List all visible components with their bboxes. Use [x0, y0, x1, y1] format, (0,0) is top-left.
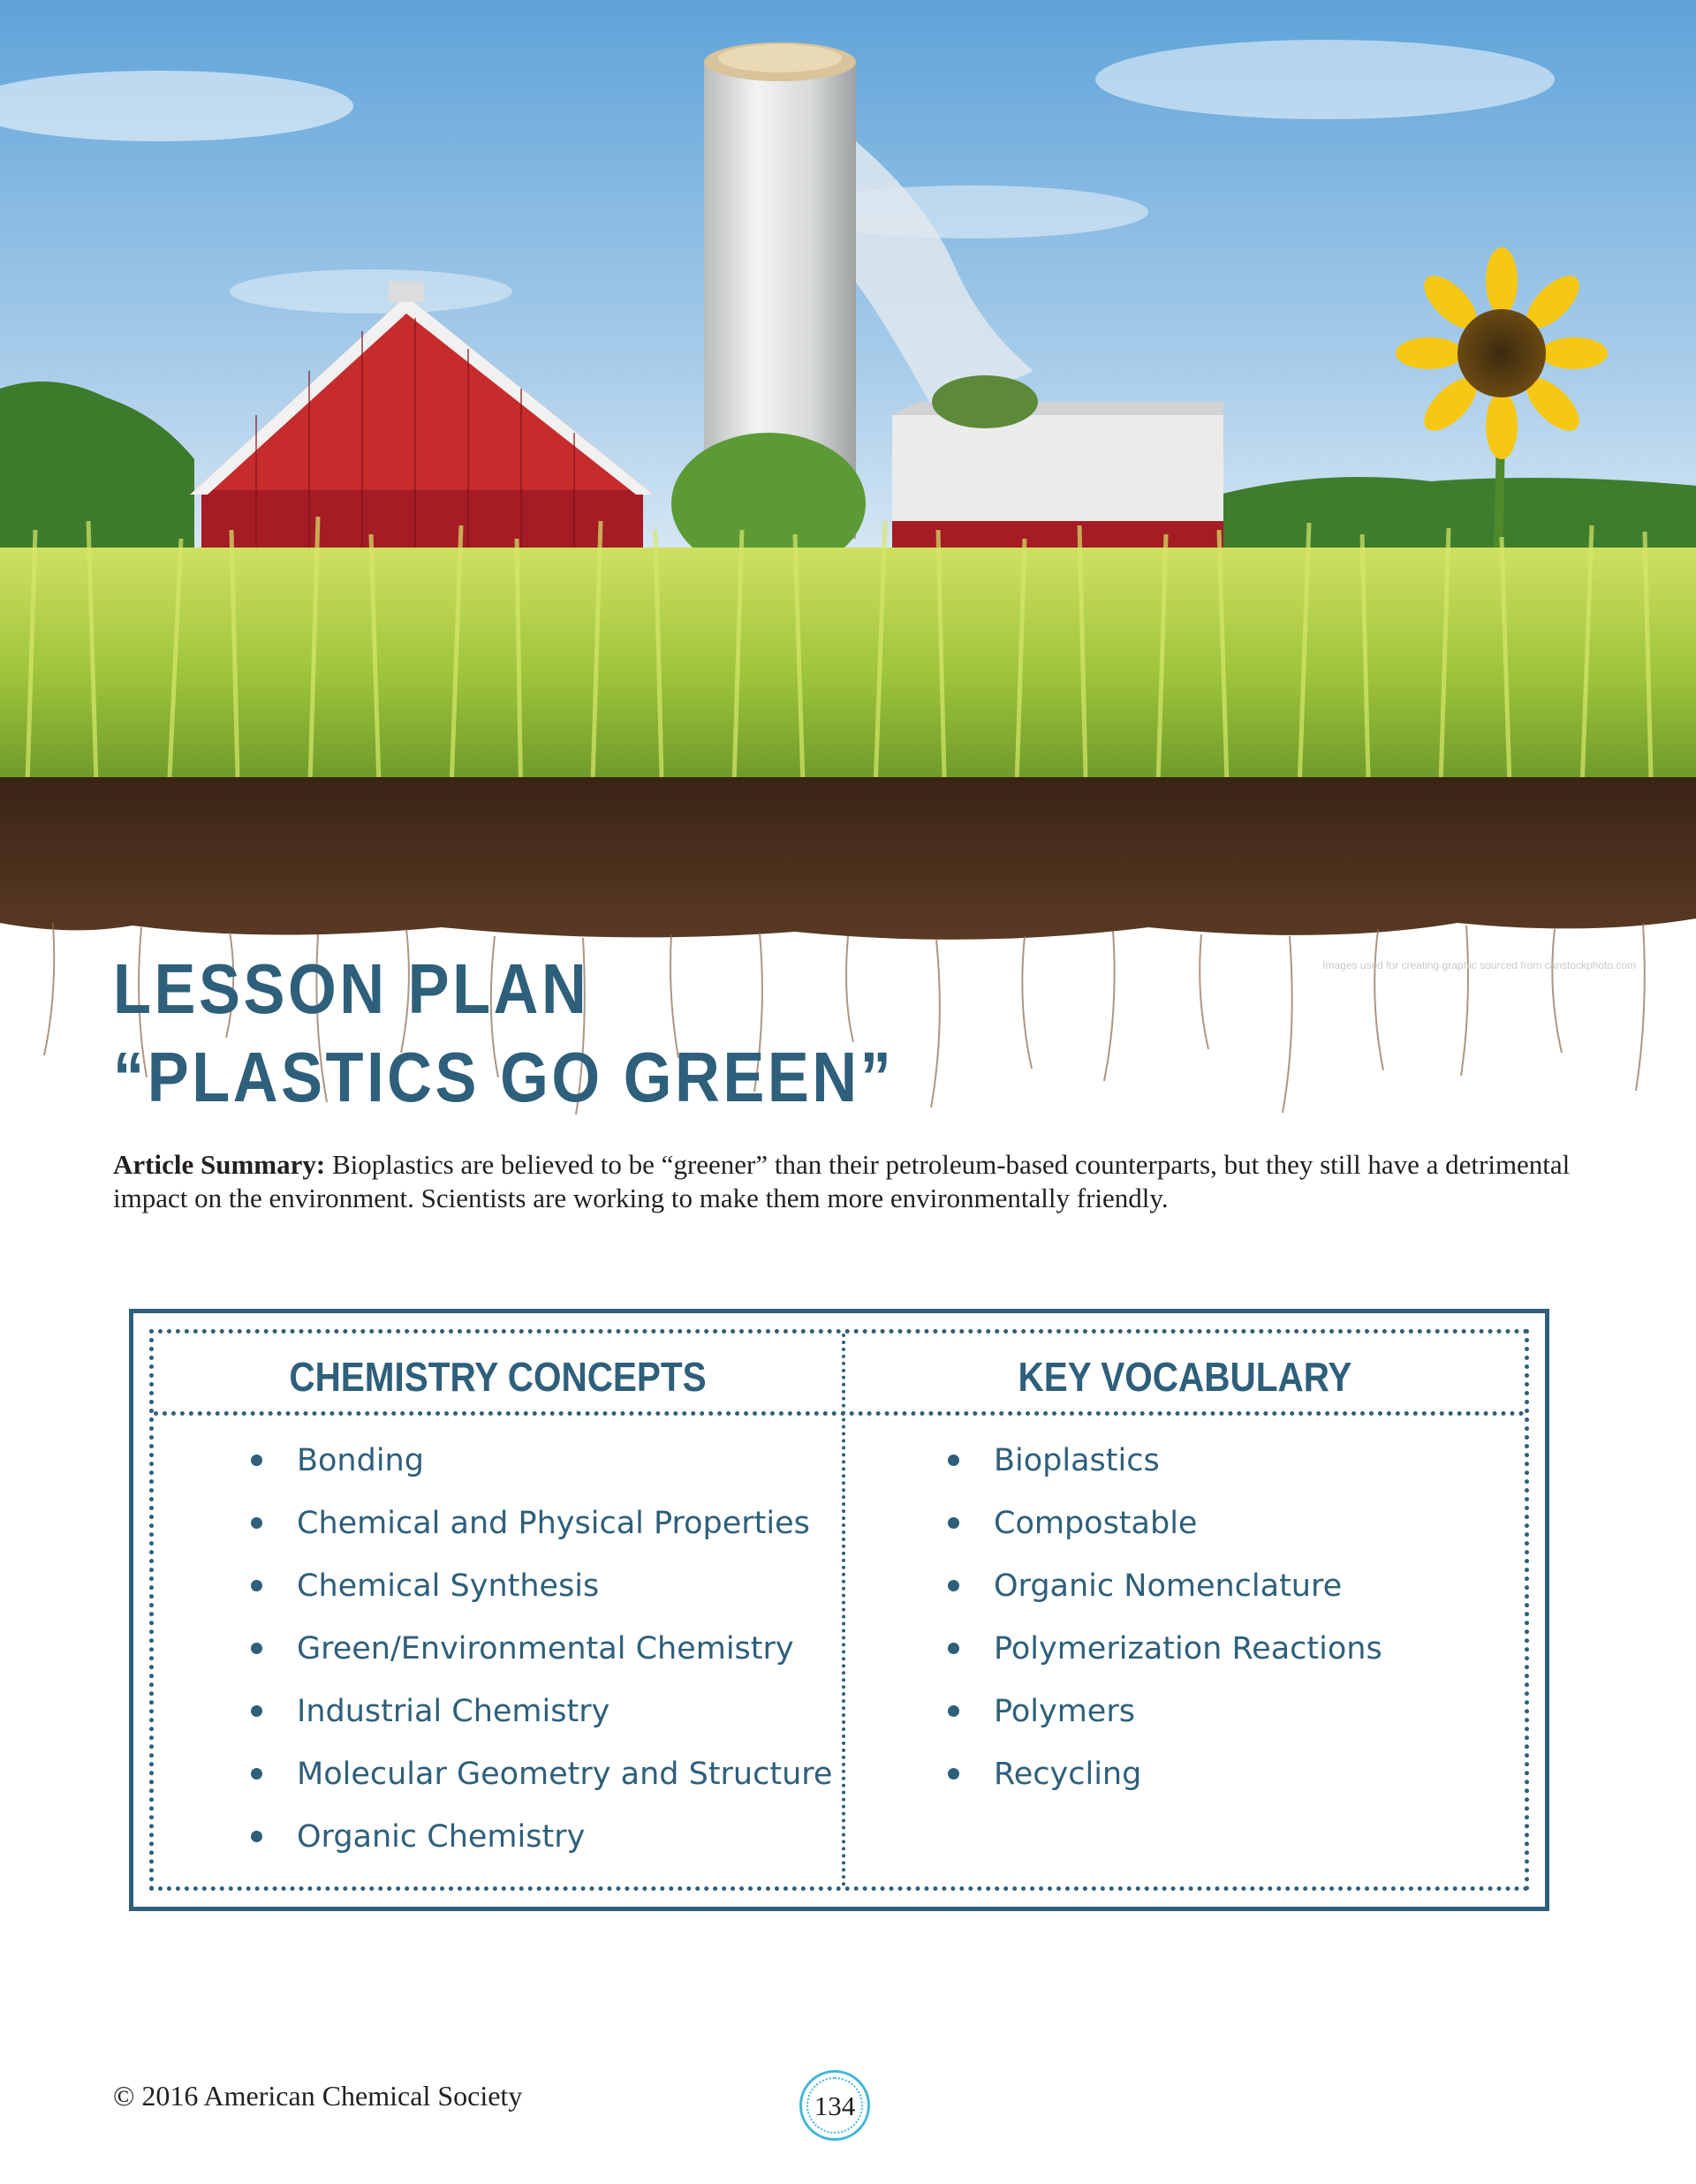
bullet-icon	[251, 1768, 262, 1780]
list-item	[948, 1692, 1382, 1755]
concept-label: Chemical and Physical Properties	[297, 1506, 810, 1541]
list-item	[948, 1629, 1382, 1692]
heading-divider	[154, 1411, 1525, 1416]
article-summary	[113, 1148, 1579, 1215]
concept-label: Chemical Synthesis	[297, 1568, 600, 1604]
concept-label: Industrial Chemistry	[297, 1694, 610, 1729]
vocabulary-label: Polymers	[994, 1694, 1135, 1729]
key-vocabulary-list	[948, 1441, 1382, 1817]
list-item	[251, 1504, 832, 1567]
list-item	[251, 1692, 832, 1755]
concepts-vocabulary-box	[129, 1309, 1549, 1911]
bullet-icon	[948, 1643, 959, 1654]
vocabulary-label: Compostable	[994, 1506, 1198, 1541]
concept-label: Molecular Geometry and Structure	[297, 1757, 833, 1792]
page-title	[113, 945, 894, 1122]
vocabulary-label: Polymerization Reactions	[994, 1631, 1382, 1666]
column-divider	[842, 1334, 845, 1886]
list-item	[948, 1755, 1382, 1817]
bullet-icon	[948, 1580, 959, 1591]
bullet-icon	[251, 1831, 262, 1842]
vocabulary-label: Bioplastics	[994, 1443, 1160, 1478]
list-item	[251, 1629, 832, 1692]
summary-label: Article Summary:	[113, 1149, 326, 1180]
list-item	[251, 1567, 832, 1629]
title-line-article-name: “PLASTICS GO GREEN”	[113, 1038, 895, 1116]
bullet-icon	[948, 1517, 959, 1529]
image-credit: Images used for creating graphic sourced from canstockphoto.com	[1322, 959, 1636, 971]
key-vocabulary-heading: KEY VOCABULARY	[1018, 1354, 1352, 1400]
list-item	[251, 1755, 832, 1817]
list-item	[251, 1817, 832, 1880]
page-number: 134	[814, 2090, 856, 2121]
bullet-icon	[251, 1705, 262, 1717]
concept-label: Bonding	[297, 1443, 424, 1478]
bullet-icon	[948, 1455, 959, 1466]
concept-label: Green/Environmental Chemistry	[297, 1631, 794, 1666]
title-line-lesson-plan: LESSON PLAN	[113, 949, 590, 1028]
bullet-icon	[251, 1517, 262, 1529]
list-item	[948, 1504, 1382, 1567]
list-item	[948, 1441, 1382, 1504]
concept-label: Organic Chemistry	[297, 1819, 586, 1855]
copyright-notice: © 2016 American Chemical Society	[113, 2080, 523, 2112]
vocabulary-label: Organic Nomenclature	[994, 1568, 1343, 1604]
list-item	[948, 1567, 1382, 1629]
summary-text: Bioplastics are believed to be “greener” than their petroleum-based counterparts, but they still have a detrimental impact on the environment. Scientists are working to make them more environmentally friendly.	[113, 1149, 1571, 1213]
page-number-badge	[799, 2070, 870, 2141]
bullet-icon	[251, 1455, 262, 1466]
vocabulary-label: Recycling	[994, 1757, 1142, 1792]
chemistry-concepts-list	[251, 1441, 832, 1880]
bullet-icon	[948, 1705, 959, 1717]
bullet-icon	[251, 1643, 262, 1654]
list-item	[251, 1441, 832, 1504]
box-dotted-frame	[149, 1329, 1529, 1891]
chemistry-concepts-heading: CHEMISTRY CONCEPTS	[289, 1354, 707, 1400]
bullet-icon	[948, 1768, 959, 1780]
bullet-icon	[251, 1580, 262, 1591]
